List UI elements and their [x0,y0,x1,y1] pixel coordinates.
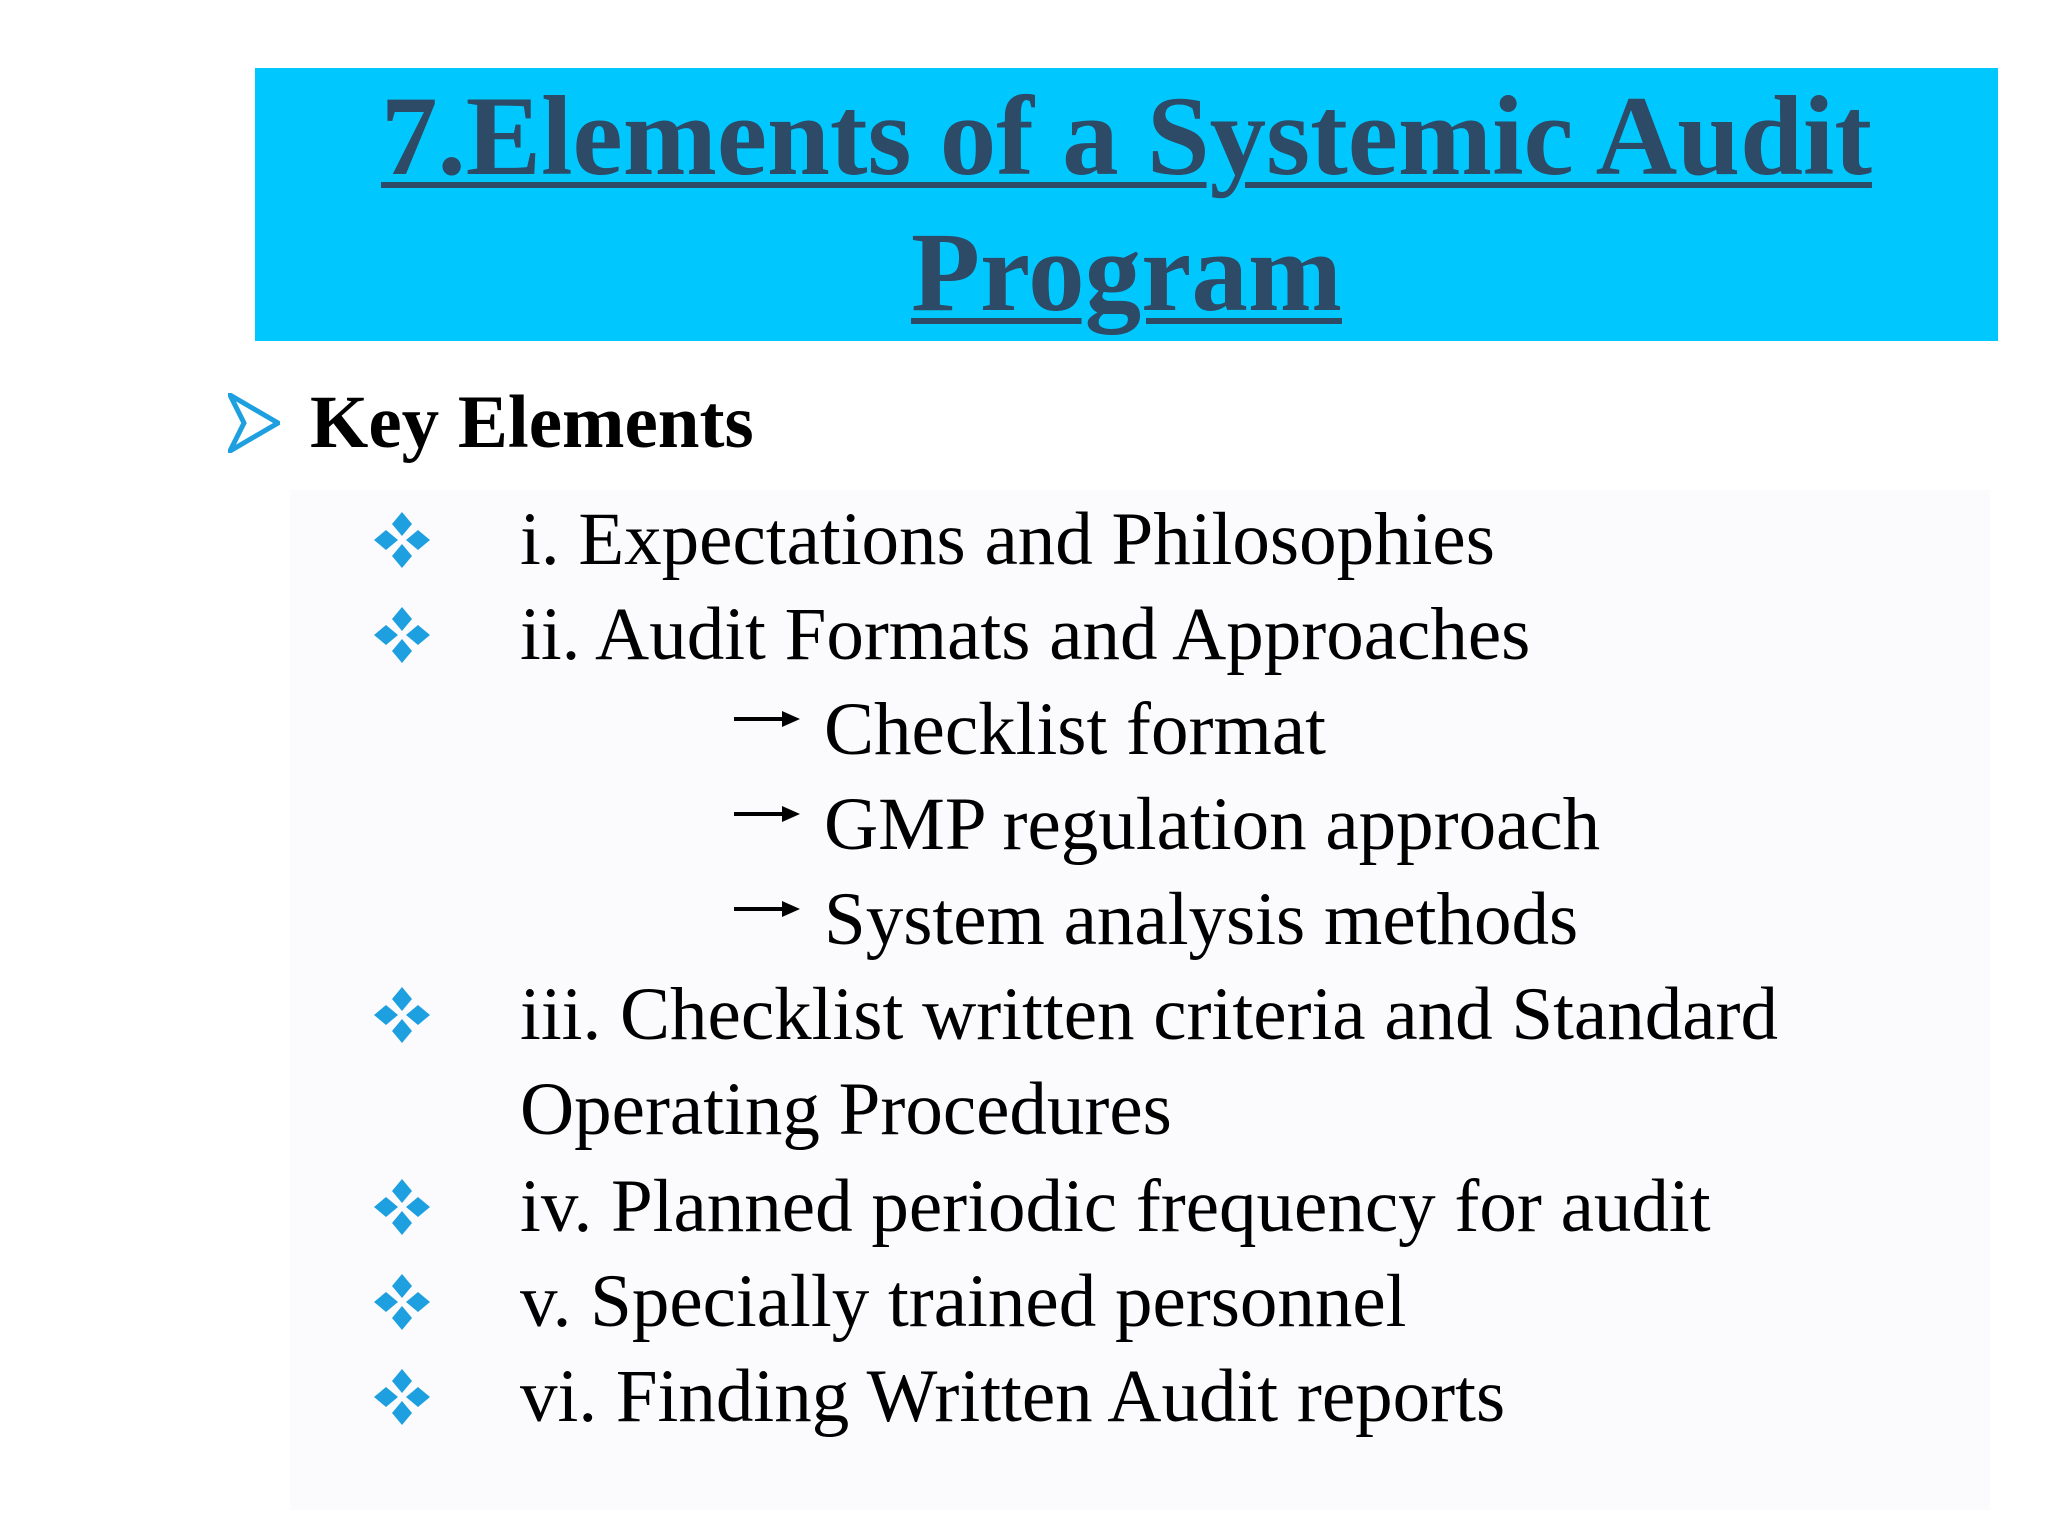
list-item [372,590,1972,680]
arrowhead-icon [228,393,280,453]
right-arrow-icon [732,802,802,826]
four-diamond-icon [372,605,432,665]
sub-list-item [732,780,1600,870]
sub-list-item-text: System analysis methods [824,878,1579,961]
right-arrow-icon [732,707,802,731]
sub-list-item-text: Checklist format [824,688,1326,771]
four-diamond-icon [372,1177,432,1237]
list-item-text: v. Specially trained personnel [520,1260,1407,1343]
sub-list-item [732,875,1578,965]
title-banner [255,68,1998,341]
list-item-text: iii. Checklist written criteria and Standard [520,973,1778,1056]
list-item [372,970,1972,1060]
right-arrow-icon [732,897,802,921]
four-diamond-icon [372,510,432,570]
key-elements-heading: Key Elements [310,381,754,464]
list-item [372,1352,1972,1442]
sub-list-item-text: GMP regulation approach [824,783,1601,866]
list-item [372,495,1972,585]
four-diamond-icon [372,1367,432,1427]
list-item-continuation: Operating Procedures [520,1068,1172,1151]
list-item-text: vi. Finding Written Audit reports [520,1355,1506,1438]
list-item-text: iv. Planned periodic frequency for audit [520,1165,1711,1248]
list-item-text: i. Expectations and Philosophies [520,498,1495,581]
four-diamond-icon [372,1272,432,1332]
list-item [372,1162,1972,1252]
key-elements-heading-row [228,378,754,468]
four-diamond-icon [372,985,432,1045]
list-item [372,1257,1972,1347]
sub-list-item [732,685,1326,775]
slide-title: 7.Elements of a Systemic Audit Program [381,73,1872,335]
list-item-text: ii. Audit Formats and Approaches [520,593,1531,676]
